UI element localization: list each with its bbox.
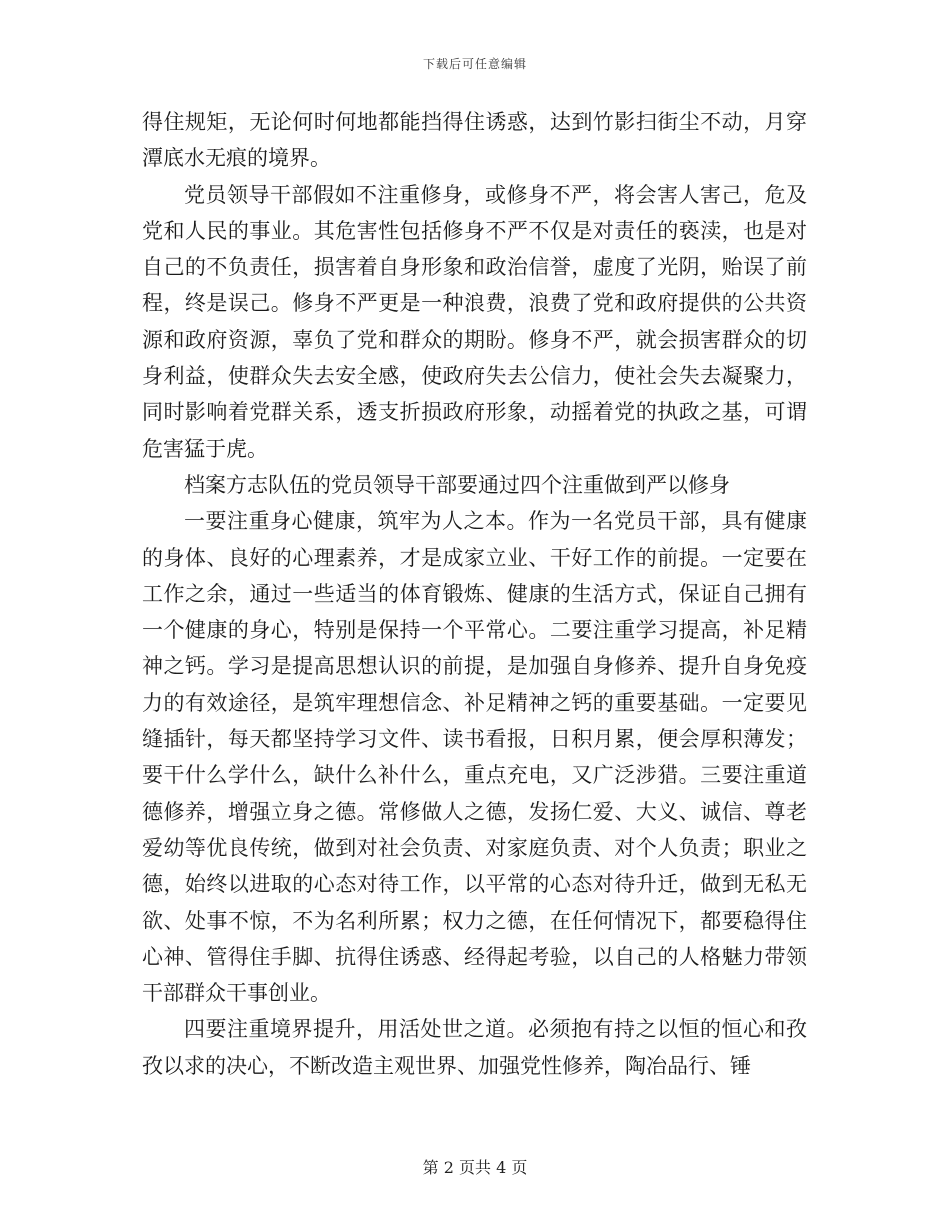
paragraph: 一要注重身心健康，筑牢为人之本。作为一名党员干部，具有健康的身体、良好的心理素养，才是成家立业、干好工作的前提。一定要在工作之余，通过一些适当的体育锻炼、健康的生活方式，保证自己拥有一个健康的身心，特别是保持一个平常心。二要注重学习提高，补足精神之钙。学习是提高思想认识的前提，是加强自身修养、提升自身免疫力的有效途径，是筑牢理想信念、补足精神之钙的重要基础。一定要见缝插针，每天都坚持学习文件、读书看报，日积月累，便会厚积薄发；要干什么学什么，缺什么补什么，重点充电，又广泛涉猎。三要注重道德修养，增强立身之德。常修做人之德，发扬仁爱、大义、诚信、尊老爱幼等优良传统，做到对社会负责、对家庭负责、对个人负责；职业之德，始终以进取的心态对待工作，以平常的心态对待升迁，做到无私无欲、处事不惊，不为名利所累；权力之德，在任何情况下，都要稳得住心神、管得住手脚、抗得住诱惑、经得起考验，以自己的人格魅力带领干部群众干事创业。: [142, 509, 807, 1006]
paragraph: 党员领导干部假如不注重修身，或修身不严，将会害人害己，危及党和人民的事业。其危害性包括修身不严不仅是对责任的亵渎，也是对自己的不负责任，损害着自身形象和政治信誉，虚度了光阴，贻误了前程，终是误己。修身不严更是一种浪费，浪费了党和政府提供的公共资源和政府资源，辜负了党和群众的期盼。修身不严，就会损害群众的切身利益，使群众失去安全感，使政府失去公信力，使社会失去凝聚力，同时影响着党群关系，透支折损政府形象，动摇着党的执政之基，可谓危害猛于虎。: [142, 182, 807, 461]
page-footer: 第 2 页共 4 页: [422, 1158, 528, 1177]
paragraph: 四要注重境界提升，用活处世之道。必须抱有持之以恒的恒心和孜孜以求的决心，不断改造主观世界、加强党性修养，陶冶品行、锤: [142, 1017, 807, 1078]
paragraph: 得住规矩，无论何时何地都能挡得住诱惑，达到竹影扫街尘不动，月穿潭底水无痕的境界。: [142, 110, 807, 171]
paragraph: 档案方志队伍的党员领导干部要通过四个注重做到严以修身: [184, 472, 730, 497]
page-header: 下载后可任意编辑: [422, 57, 527, 71]
document-body: [142, 104, 807, 1084]
